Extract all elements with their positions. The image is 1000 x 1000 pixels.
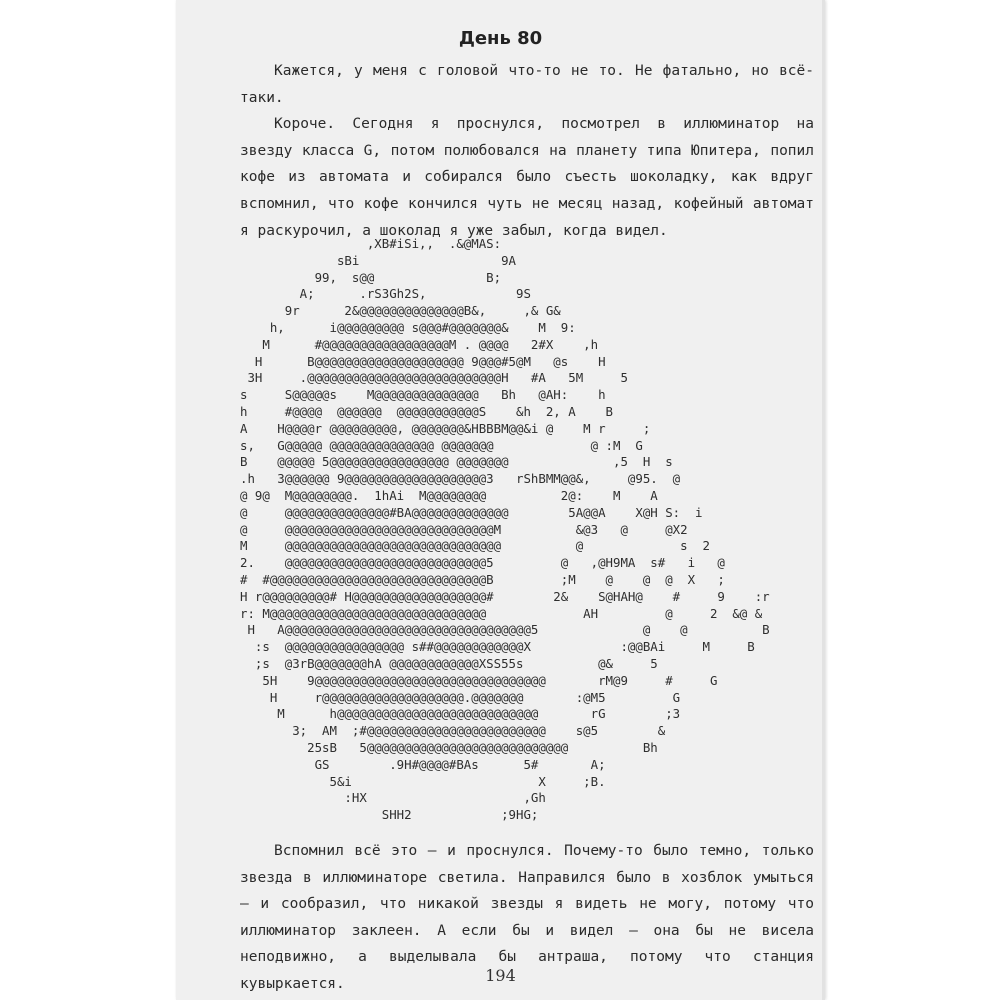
- text-block-top: [240, 58, 814, 244]
- paragraph: Вспомнил всё это — и проснулся. Почему-то было темно, только звезда в иллюминаторе светила. Направился было в хозблок умыться — и сообразил, что никакой звезды я видеть не могу, потому что иллюминатор заклеен. А если бы и видел — она бы не висела неподвижно, а выделывала бы антраша, потому что станция кувыркается.: [240, 843, 814, 992]
- page-number: 194: [485, 966, 516, 985]
- paragraph: Короче. Сегодня я проснулся, посмотрел в иллюминатор на звезду класса G, потом полюбовался на планету типа Юпитера, попил кофе из автомата и собирался было съесть шоколадку, как вдруг вспомнил, что кофе кончился чуть не месяц назад, кофейный автомат я раскурочил, а шоколад я уже забыл, когда видел.: [240, 116, 814, 239]
- book-page: [176, 0, 825, 1000]
- page-edge: [822, 0, 825, 1000]
- ascii-art-figure: ,XB#iSi,, .&@MAS: sBi 9A 99, s@@ B; A; .rS3Gh2S, 9S 9r 2&@@@@@@@@@@@@@@B&, ,& G& h, i@@@@@@@@@ s@@@#@@@@@@@& M 9: M #@@@@@@@@@@@@@@@@@M . @@@@ 2#X ,h H B@@@@@@@@@@@@@@@@@@@@ 9@@@#5@M @s H 3H .@@@@@@@@@@@@@@@@@@@@@@@@@@H #A 5M 5 s S@@@@@s M@@@@@@@@@@@@@@ Bh @AH: h h #@@@@ @@@@@@ @@@@@@@@@@@S &h 2, A B A H@@@@r @@@@@@@@@, @@@@@@@&HBBBM@@&i @ M r ; s, G@@@@@ @@@@@@@@@@@@@@ @@@@@@@ @ :M G B @@@@@ 5@@@@@@@@@@@@@@@@ @@@@@@@ ,5 H s .h 3@@@@@@ 9@@@@@@@@@@@@@@@@@@@3 rShBMM@@&, @95. @ @ 9@ M@@@@@@@@. 1hAi M@@@@@@@@ 2@: M A @ @@@@@@@@@@@@@@#BA@@@@@@@@@@@@@ 5A@@A X@H S: i @ @@@@@@@@@@@@@@@@@@@@@@@@@@@@M &@3 @ @X2 M @@@@@@@@@@@@@@@@@@@@@@@@@@@@@ @ s 2 2. @@@@@@@@@@@@@@@@@@@@@@@@@@@5 @ ,@H9MA s# i @ # #@@@@@@@@@@@@@@@@@@@@@@@@@@@@@B ;M @ @ @ X ; H r@@@@@@@@@# H@@@@@@@@@@@@@@@@@@# 2& S@HAH@ # 9 :r r: M@@@@@@@@@@@@@@@@@@@@@@@@@@@@@ AH @ 2 &@ & H A@@@@@@@@@@@@@@@@@@@@@@@@@@@@@@@@@5 @ @ B :s @@@@@@@@@@@@@@@@ s##@@@@@@@@@@@@X :@@BAi M B ;s @3rB@@@@@@@hA @@@@@@@@@@@@XSS55s @& 5 5H 9@@@@@@@@@@@@@@@@@@@@@@@@@@@@@@@ rM@9 # G H r@@@@@@@@@@@@@@@@@@@.@@@@@@@ :@M5 G M h@@@@@@@@@@@@@@@@@@@@@@@@@@@ rG ;3 3; AM ;#@@@@@@@@@@@@@@@@@@@@@@@@ s@5 & 25sB 5@@@@@@@@@@@@@@@@@@@@@@@@@@@ Bh GS .9H#@@@@#BAs 5# A; 5&i X ;B. :HX ,Gh SHH2 ;9HG;: [240, 236, 770, 823]
- chapter-heading: День 80: [458, 28, 543, 49]
- paragraph: Кажется, у меня с головой что-то не то. Не фатально, но всё-таки.: [240, 63, 814, 106]
